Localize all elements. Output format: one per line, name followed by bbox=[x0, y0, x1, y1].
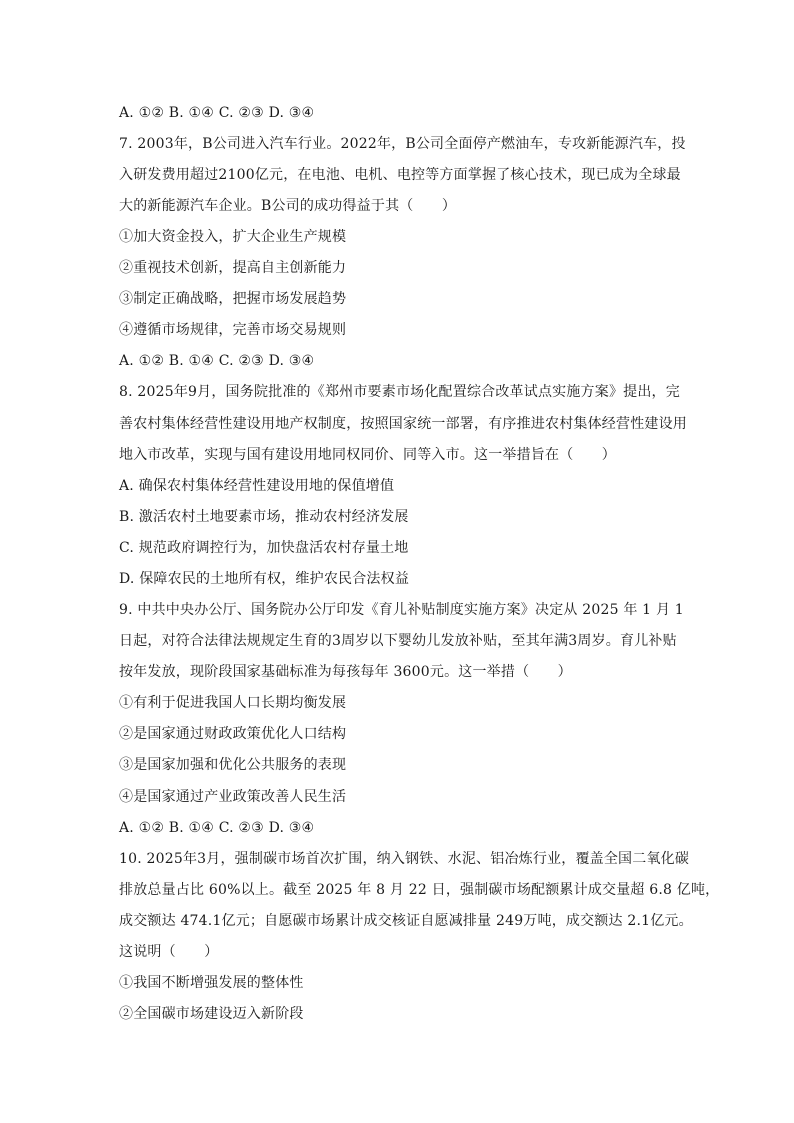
q8-option-b: B. 激活农村土地要素市场，推动农村经济发展 bbox=[119, 509, 409, 525]
q10-statement-1: ①我国不断增强发展的整体性 bbox=[119, 975, 304, 991]
q8-option-d: D. 保障农民的土地所有权，维护农民合法权益 bbox=[119, 571, 410, 587]
q9-stem-line-1: 9. 中共中央办公厅、国务院办公厅印发《育儿补贴制度实施方案》决定从 2025 年 1 月 1 bbox=[119, 602, 684, 618]
q8-stem-line-1: 8. 2025年9月，国务院批准的《郑州市要素市场化配置综合改革试点实施方案》提出，完 bbox=[119, 384, 680, 400]
q9-stem-line-2: 日起，对符合法律法规规定生育的3周岁以下婴幼儿发放补贴，至其年满3周岁。育儿补贴 bbox=[119, 633, 677, 649]
q7-stem-line-3: 大的新能源汽车企业。B公司的成功得益于其（ ） bbox=[119, 198, 457, 214]
q7-statement-2: ②重视技术创新，提高自主创新能力 bbox=[119, 260, 347, 276]
q7-statement-4: ④遵循市场规律，完善市场交易规则 bbox=[119, 322, 347, 338]
q7-statement-3: ③制定正确战略，把握市场发展趋势 bbox=[119, 291, 347, 307]
q9-statement-4: ④是国家通过产业政策改善人民生活 bbox=[119, 789, 347, 805]
q9-statement-1: ①有利于促进我国人口长期均衡发展 bbox=[119, 695, 347, 711]
q9-statement-3: ③是国家加强和优化公共服务的表现 bbox=[119, 757, 347, 773]
q7-statement-1: ①加大资金投入，扩大企业生产规模 bbox=[119, 229, 347, 245]
q8-option-c: C. 规范政府调控行为，加快盘活农村存量土地 bbox=[119, 540, 409, 556]
q9-statement-2: ②是国家通过财政政策优化人口结构 bbox=[119, 726, 347, 742]
q10-stem-line-1: 10. 2025年3月，强制碳市场首次扩围，纳入钢铁、水泥、铝冶炼行业，覆盖全国二氧化碳 bbox=[119, 851, 690, 867]
q10-stem-line-2: 排放总量占比 60%以上。截至 2025 年 8 月 22 日，强制碳市场配额累计成交量超 6.8 亿吨， bbox=[119, 882, 720, 898]
q8-stem-line-3: 地入市改革，实现与国有建设用地同权同价、同等入市。这一举措旨在（ ） bbox=[119, 447, 616, 463]
q8-stem-line-2: 善农村集体经营性建设用地产权制度，按照国家统一部署，有序推进农村集体经营性建设用 bbox=[119, 416, 687, 432]
q10-stem-line-3: 成交额达 474.1亿元；自愿碳市场累计成交核证自愿减排量 249万吨，成交额达 2.1亿元。 bbox=[119, 913, 693, 929]
q7-stem-line-2: 入研发费用超过2100亿元，在电池、电机、电控等方面掌握了核心技术，现已成为全球最 bbox=[119, 167, 681, 183]
q10-statement-2: ②全国碳市场建设迈入新阶段 bbox=[119, 1006, 304, 1022]
q10-stem-line-4: 这说明（ ） bbox=[119, 944, 219, 960]
q9-stem-line-3: 按年发放，现阶段国家基础标准为每孩每年 3600元。这一举措（ ） bbox=[119, 664, 572, 680]
q7-stem-line-1: 7. 2003年，B公司进入汽车行业。2022年，B公司全面停产燃油车，专攻新能源汽车，投 bbox=[119, 136, 686, 152]
q6-answer-options: A. ①② B. ①④ C. ②③ D. ③④ bbox=[119, 105, 315, 121]
q8-option-a: A. 确保农村集体经营性建设用地的保值增值 bbox=[119, 478, 395, 494]
q9-answer-options: A. ①② B. ①④ C. ②③ D. ③④ bbox=[119, 820, 315, 836]
q7-answer-options: A. ①② B. ①④ C. ②③ D. ③④ bbox=[119, 353, 315, 369]
